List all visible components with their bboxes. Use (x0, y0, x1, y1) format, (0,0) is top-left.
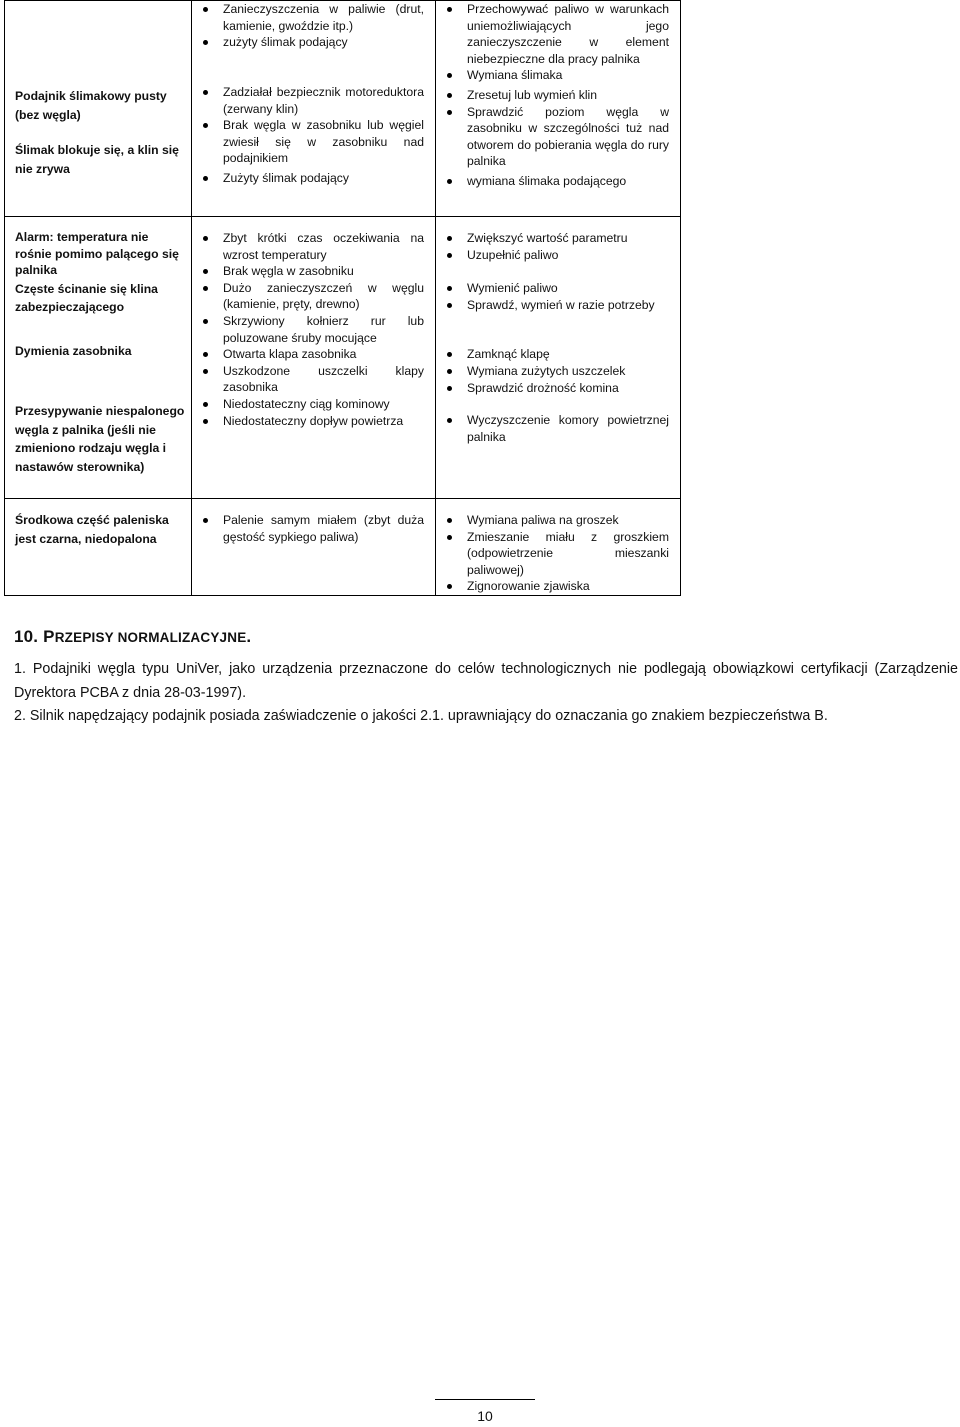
action-cell (436, 1, 681, 217)
reason-cell (192, 499, 436, 596)
page-number: 10 (477, 1408, 493, 1424)
list-item: Zadziałał bezpiecznik motoreduktora (zerwany klin) (223, 84, 424, 116)
list-item: Niedostateczny dopływ powietrza (223, 413, 424, 430)
reason-cell (192, 1, 436, 217)
reason-list (192, 170, 435, 187)
list-item: Zbyt krótki czas oczekiwania na wzrost temperatury (223, 231, 424, 262)
paragraph: 2. Silnik napędzający podajnik posiada zaświadczenie o jakości 2.1. uprawniający do oznaczania go znakiem bezpieczeństwa B. (14, 708, 828, 724)
action-list (436, 1, 680, 84)
cause-text: Środkowa część paleniska jest czarna, niedopalona (15, 513, 169, 546)
action-list (436, 412, 680, 445)
list-item: Skrzywiony kołnierz rur lub poluzowane śruby mocujące (223, 313, 424, 345)
cause-cell (5, 217, 192, 499)
cause-cell (5, 499, 192, 596)
cause-text: Przesypywanie niespalonego węgla z palnika (jeśli nie zmieniono rodzaju węgla i nastawów sterownika) (15, 404, 185, 474)
cause-text: Podajnik ślimakowy pusty (bez węgla) (15, 89, 167, 122)
cause-text: Dymienia zasobnika (15, 343, 132, 358)
list-item: Uszkodzone uszczelki klapy zasobnika (223, 363, 424, 395)
action-list (436, 87, 680, 170)
list-item: Zmieszanie miału z groszkiem (odpowietrzenie mieszanki paliwowej) (467, 529, 669, 577)
reason-cell (192, 217, 436, 499)
cause-text: Częste ścinanie się klina zabezpieczającego (15, 281, 158, 314)
list-item: Zanieczyszczenia w paliwie (drut, kamienie, gwoździe itp.) (223, 2, 424, 33)
reason-list (192, 84, 435, 167)
list-item: Sprawdzić drożność komina (467, 380, 669, 397)
action-cell (436, 217, 681, 499)
list-item: Zwiększyć wartość parametru (467, 230, 669, 247)
troubleshooting-table (4, 0, 681, 596)
section-number: 10. (14, 627, 39, 646)
table-row (5, 499, 681, 596)
paragraph: 1. Podajniki węgla typu UniVer, jako urządzenia przeznaczone do celów technologicznych nie podlegają obowiązkowi certyfikacji (Zarządzenie Dyrektora PCBA z dnia 28-03-1997). (14, 661, 958, 701)
list-item: Sprawdzić poziom węgla w zasobniku w szczególności tuż nad otworem do pobierania węgla do rury palnika (467, 104, 669, 169)
action-list (436, 346, 680, 396)
footer-divider (435, 1399, 535, 1400)
action-list (436, 230, 680, 263)
list-item: Brak węgla w zasobniku (223, 263, 424, 280)
list-item: Wymienić paliwo (467, 280, 669, 297)
list-item: Otwarta klapa zasobnika (223, 346, 424, 363)
list-item: wymiana ślimaka podającego (467, 173, 669, 190)
list-item: Sprawdź, wymień w razie potrzeby (467, 297, 669, 314)
action-list (436, 173, 680, 190)
list-item: Wymiana ślimaka (467, 67, 669, 84)
list-item: Zresetuj lub wymień klin (467, 87, 669, 104)
list-item: zużyty ślimak podający (223, 34, 424, 51)
action-list (436, 280, 680, 313)
list-item: Przechowywać paliwo w warunkach uniemożliwiających jego zanieczyszczenie w element niebezpieczne dla pracy palnika (467, 2, 669, 66)
list-item: Dużo zanieczyszczeń w węglu (kamienie, pręty, drewno) (223, 280, 424, 312)
section-heading (14, 627, 251, 647)
reason-list (192, 230, 435, 429)
reason-list (192, 1, 435, 51)
table-row (5, 217, 681, 499)
list-item: Wymiana paliwa na groszek (467, 512, 669, 529)
list-item: Wyczyszczenie komory powietrznej palnika (467, 413, 669, 444)
cause-cell (5, 1, 192, 217)
list-item: Palenie samym miałem (zbyt duża gęstość sypkiego paliwa) (223, 513, 424, 544)
list-item: Uzupełnić paliwo (467, 247, 669, 264)
list-item: Niedostateczny ciąg kominowy (223, 396, 424, 413)
list-item: Wymiana zużytych uszczelek (467, 363, 669, 380)
list-item: Zużyty ślimak podający (223, 170, 424, 187)
cause-text: Alarm: temperatura nie rośnie pomimo palącego się palnika (15, 230, 179, 277)
cause-text: Ślimak blokuje się, a klin się nie zrywa (15, 143, 179, 176)
list-item: Brak węgla w zasobniku lub węgiel zwiesił się w zasobniku nad podajnikiem (223, 118, 424, 166)
table-row (5, 1, 681, 217)
list-item: Zignorowanie zjawiska (467, 578, 669, 595)
action-cell (436, 499, 681, 596)
list-item: Zamknąć klapę (467, 346, 669, 363)
section-title: PRZEPISY NORMALIZACYJNE. (43, 627, 252, 646)
reason-list (192, 512, 435, 545)
action-list (436, 512, 680, 595)
